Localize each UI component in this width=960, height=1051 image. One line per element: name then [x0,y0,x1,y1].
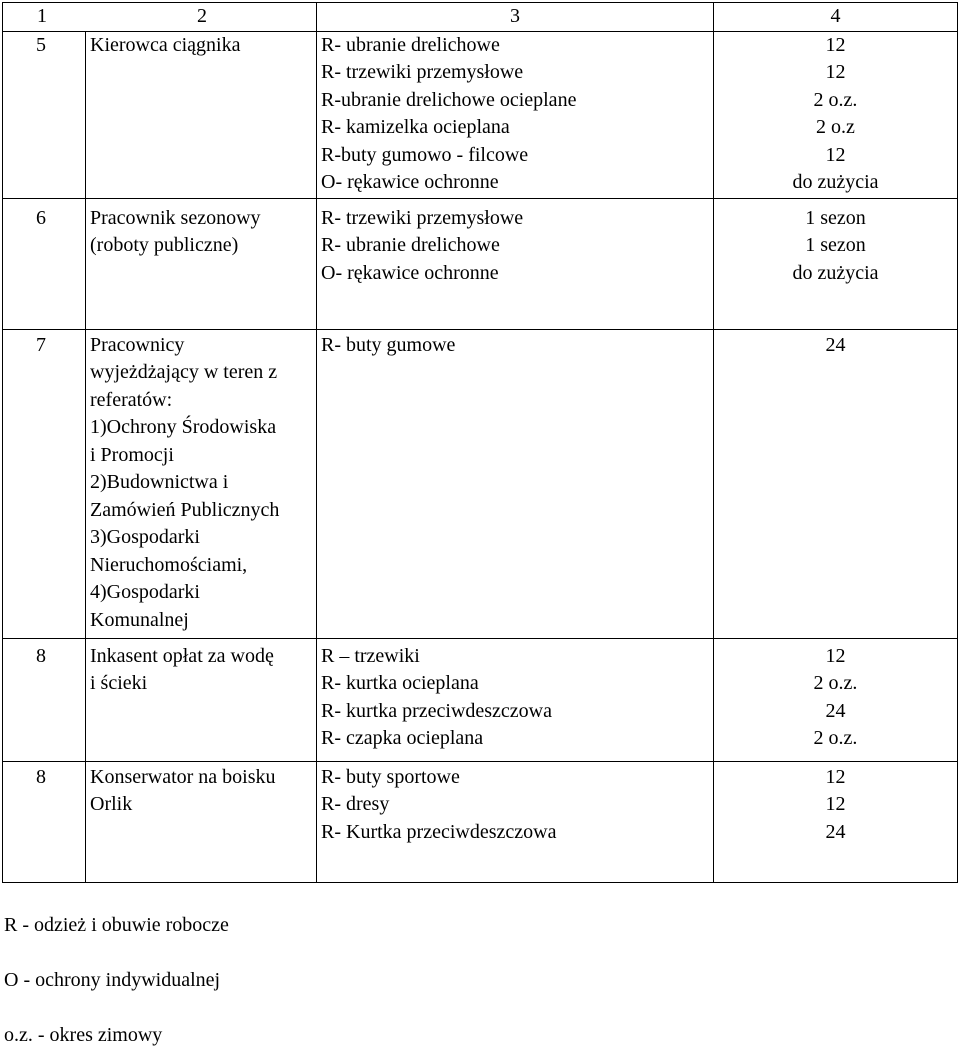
job-line: referatów: [90,388,173,411]
job-line: Konserwator na boisku [90,765,276,788]
job-line: Nieruchomościami, [90,553,248,576]
legend-o: O - ochrony indywidualnej [4,969,221,991]
row-number: 8 [3,638,86,761]
qty-line: 1 sezon [805,234,866,256]
job-line: Komunalnej [90,608,189,631]
item-line: R- ubranie drelichowe [321,33,500,56]
item-line: R- czapka ocieplana [321,727,484,749]
legend-r: R - odzież i obuwie robocze [4,914,229,936]
table-row [3,638,958,761]
item-line: R- kurtka przeciwdeszczowa [321,699,552,722]
item-line: R- buty sportowe [321,765,460,788]
row-number: 8 [3,761,86,882]
item-line: R- dresy [321,793,390,815]
header-col-3: 3 [317,3,714,32]
qty-line: 12 [825,61,846,83]
job-title [86,638,317,761]
qty-line: 24 [825,820,846,843]
qty-line: do zużycia [792,261,879,284]
qty-line: 2 o.z. [813,672,858,694]
qty-line: 12 [825,793,846,815]
job-line: 2)Budownictwa i [90,471,229,493]
qty-list [714,329,958,638]
item-line: O- rękawice ochronne [321,261,499,284]
job-line: i Promocji [90,443,174,466]
item-list [317,198,714,329]
header-col-1-2 [3,3,317,32]
qty-list [714,31,958,198]
qty-line: 12 [825,33,846,56]
job-title [86,198,317,329]
item-line: R- buty gumowe [321,333,456,356]
item-list [317,329,714,638]
legend-oz: o.z. - okres zimowy [4,1024,163,1046]
clothing-allocation-table [2,2,958,883]
table-header-row [3,3,958,32]
item-list [317,761,714,882]
qty-line: 24 [825,699,846,722]
item-line: R-ubranie drelichowe ocieplane [321,88,577,111]
item-line: R- kurtka ocieplana [321,672,479,694]
job-line: Kierowca ciągnika [90,33,241,56]
qty-list [714,638,958,761]
item-line: R- trzewiki przemysłowe [321,206,524,229]
job-line: Pracownicy [90,333,185,356]
row-number: 5 [3,31,86,198]
job-line: (roboty publiczne) [90,234,239,256]
job-line: 4)Gospodarki [90,581,200,603]
item-line: O- rękawice ochronne [321,171,499,193]
job-line: i ścieki [90,672,148,694]
qty-line: 2 o.z. [813,727,858,749]
header-col-2: 2 [197,5,207,27]
qty-line: 12 [825,143,846,166]
item-line: R-buty gumowo - filcowe [321,143,529,166]
qty-list [714,198,958,329]
table-row [3,761,958,882]
qty-line: 12 [825,644,846,667]
job-line: Inkasent opłat za wodę [90,644,274,667]
row-number: 7 [3,329,86,638]
qty-line: 2 o.z. [813,88,858,111]
job-line: 3)Gospodarki [90,526,200,548]
job-line: Pracownik sezonowy [90,206,261,229]
qty-line: 2 o.z [816,116,855,138]
qty-line: do zużycia [792,171,879,193]
item-list [317,638,714,761]
job-title [86,31,317,198]
item-line: R – trzewiki [321,644,420,667]
table-row [3,31,958,198]
item-line: R- trzewiki przemysłowe [321,61,524,83]
qty-line: 1 sezon [805,206,866,229]
qty-line: 24 [825,333,846,356]
header-col-4: 4 [714,3,958,32]
job-line: 1)Ochrony Środowiska [90,416,277,438]
table-row [3,198,958,329]
qty-list [714,761,958,882]
item-line: R- Kurtka przeciwdeszczowa [321,820,557,843]
item-line: R- ubranie drelichowe [321,234,500,256]
qty-line: 12 [825,765,846,788]
item-list [317,31,714,198]
job-title [86,761,317,882]
job-title [86,329,317,638]
table-row [3,329,958,638]
header-col-1: 1 [37,5,47,27]
job-line: Zamówień Publicznych [90,498,280,521]
job-line: Orlik [90,793,133,815]
job-line: wyjeżdżający w teren z [90,361,278,383]
row-number: 6 [3,198,86,329]
item-line: R- kamizelka ocieplana [321,116,510,138]
